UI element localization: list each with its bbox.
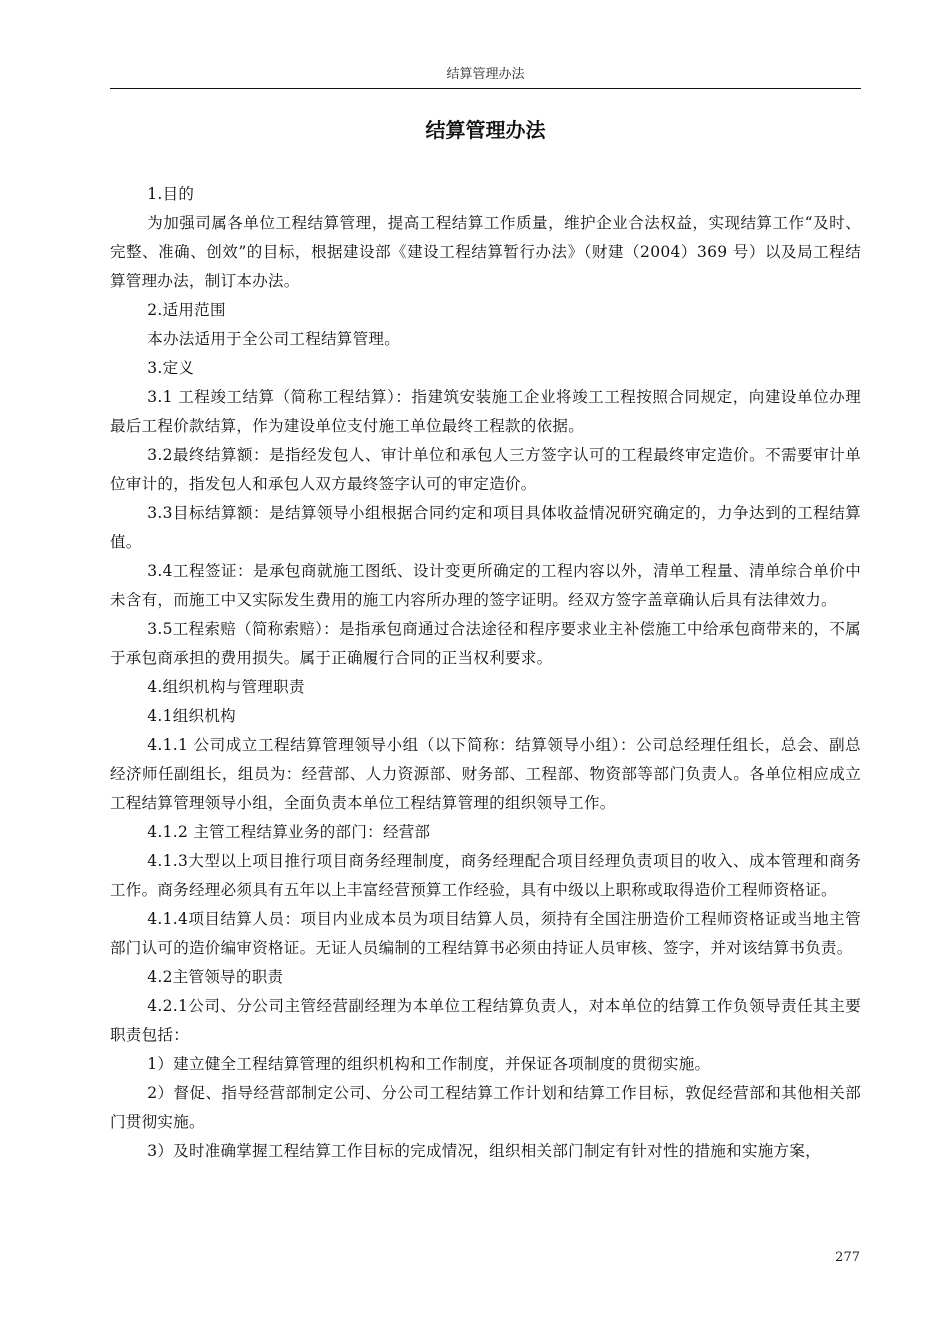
paragraph: 3.5工程索赔（简称索赔）：是指承包商通过合法途径和程序要求业主补偿施工中给承包商带来的，不属于承包商承担的费用损失。属于正确履行合同的正当权利要求。 xyxy=(110,620,861,667)
paragraph: 4.1.3大型以上项目推行项目商务经理制度，商务经理配合项目经理负责项目的收入、成本管理和商务工作。商务经理必须具有五年以上丰富经营预算工作经验，具有中级以上职称或取得造价工程师资格证。 xyxy=(110,852,861,899)
paragraph: 4.2.1公司、分公司主管经营副经理为本单位工程结算负责人，对本单位的结算工作负领导责任其主要职责包括： xyxy=(110,997,861,1044)
paragraph: 3.4工程签证：是承包商就施工图纸、设计变更所确定的工程内容以外，清单工程量、清单综合单价中未含有，而施工中又实际发生费用的施工内容所办理的签字证明。经双方签字盖章确认后具有法律效力。 xyxy=(110,562,861,609)
document-body xyxy=(110,180,861,1166)
subsection-heading: 4.2主管领导的职责 xyxy=(147,968,284,986)
paragraph: 为加强司属各单位工程结算管理，提高工程结算工作质量，维护企业合法权益，实现结算工作“及时、完整、准确、创效”的目标，根据建设部《建设工程结算暂行办法》（财建（2004）369 号）以及局工程结算管理办法，制订本办法。 xyxy=(110,214,861,290)
page-number: 277 xyxy=(835,1250,860,1265)
paragraph: 3.3目标结算额：是结算领导小组根据合同约定和项目具体收益情况研究确定的，力争达到的工程结算值。 xyxy=(110,504,861,551)
subsection-heading: 4.1组织机构 xyxy=(147,707,236,725)
running-header: 结算管理办法 xyxy=(446,67,525,82)
paragraph: 4.1.4项目结算人员：项目内业成本员为项目结算人员，须持有全国注册造价工程师资格证或当地主管部门认可的造价编审资格证。无证人员编制的工程结算书必须由持证人员审核、签字，并对该结算书负责。 xyxy=(110,910,861,957)
paragraph: 3.1 工程竣工结算（简称工程结算）：指建筑安装施工企业将竣工工程按照合同规定，向建设单位办理最后工程价款结算，作为建设单位支付施工单位最终工程款的依据。 xyxy=(110,388,861,435)
paragraph: 3.2最终结算额：是指经发包人、审计单位和承包人三方签字认可的工程最终审定造价。不需要审计单位审计的，指发包人和承包人双方最终签字认可的审定造价。 xyxy=(110,446,861,493)
list-item: 3）及时准确掌握工程结算工作目标的完成情况，组织相关部门制定有针对性的措施和实施方案， xyxy=(147,1142,821,1160)
document-title: 结算管理办法 xyxy=(425,118,546,142)
paragraph: 本办法适用于全公司工程结算管理。 xyxy=(147,330,400,348)
section-heading-purpose: 1.目的 xyxy=(147,185,195,203)
paragraph: 4.1.2 主管工程结算业务的部门：经营部 xyxy=(147,823,431,841)
section-heading-organization: 4.组织机构与管理职责 xyxy=(147,678,305,696)
section-heading-definitions: 3.定义 xyxy=(147,359,195,377)
list-item: 1）建立健全工程结算管理的组织机构和工作制度，并保证各项制度的贯彻实施。 xyxy=(147,1055,711,1073)
list-item: 2）督促、指导经营部制定公司、分公司工程结算工作计划和结算工作目标，敦促经营部和其他相关部门贯彻实施。 xyxy=(110,1084,861,1131)
header-rule xyxy=(110,88,861,89)
section-heading-scope: 2.适用范围 xyxy=(147,301,226,319)
paragraph: 4.1.1 公司成立工程结算管理领导小组（以下简称：结算领导小组）：公司总经理任组长，总会、副总经济师任副组长，组员为：经营部、人力资源部、财务部、工程部、物资部等部门负责人。各单位相应成立工程结算管理领导小组，全面负责本单位工程结算管理的组织领导工作。 xyxy=(110,736,861,812)
